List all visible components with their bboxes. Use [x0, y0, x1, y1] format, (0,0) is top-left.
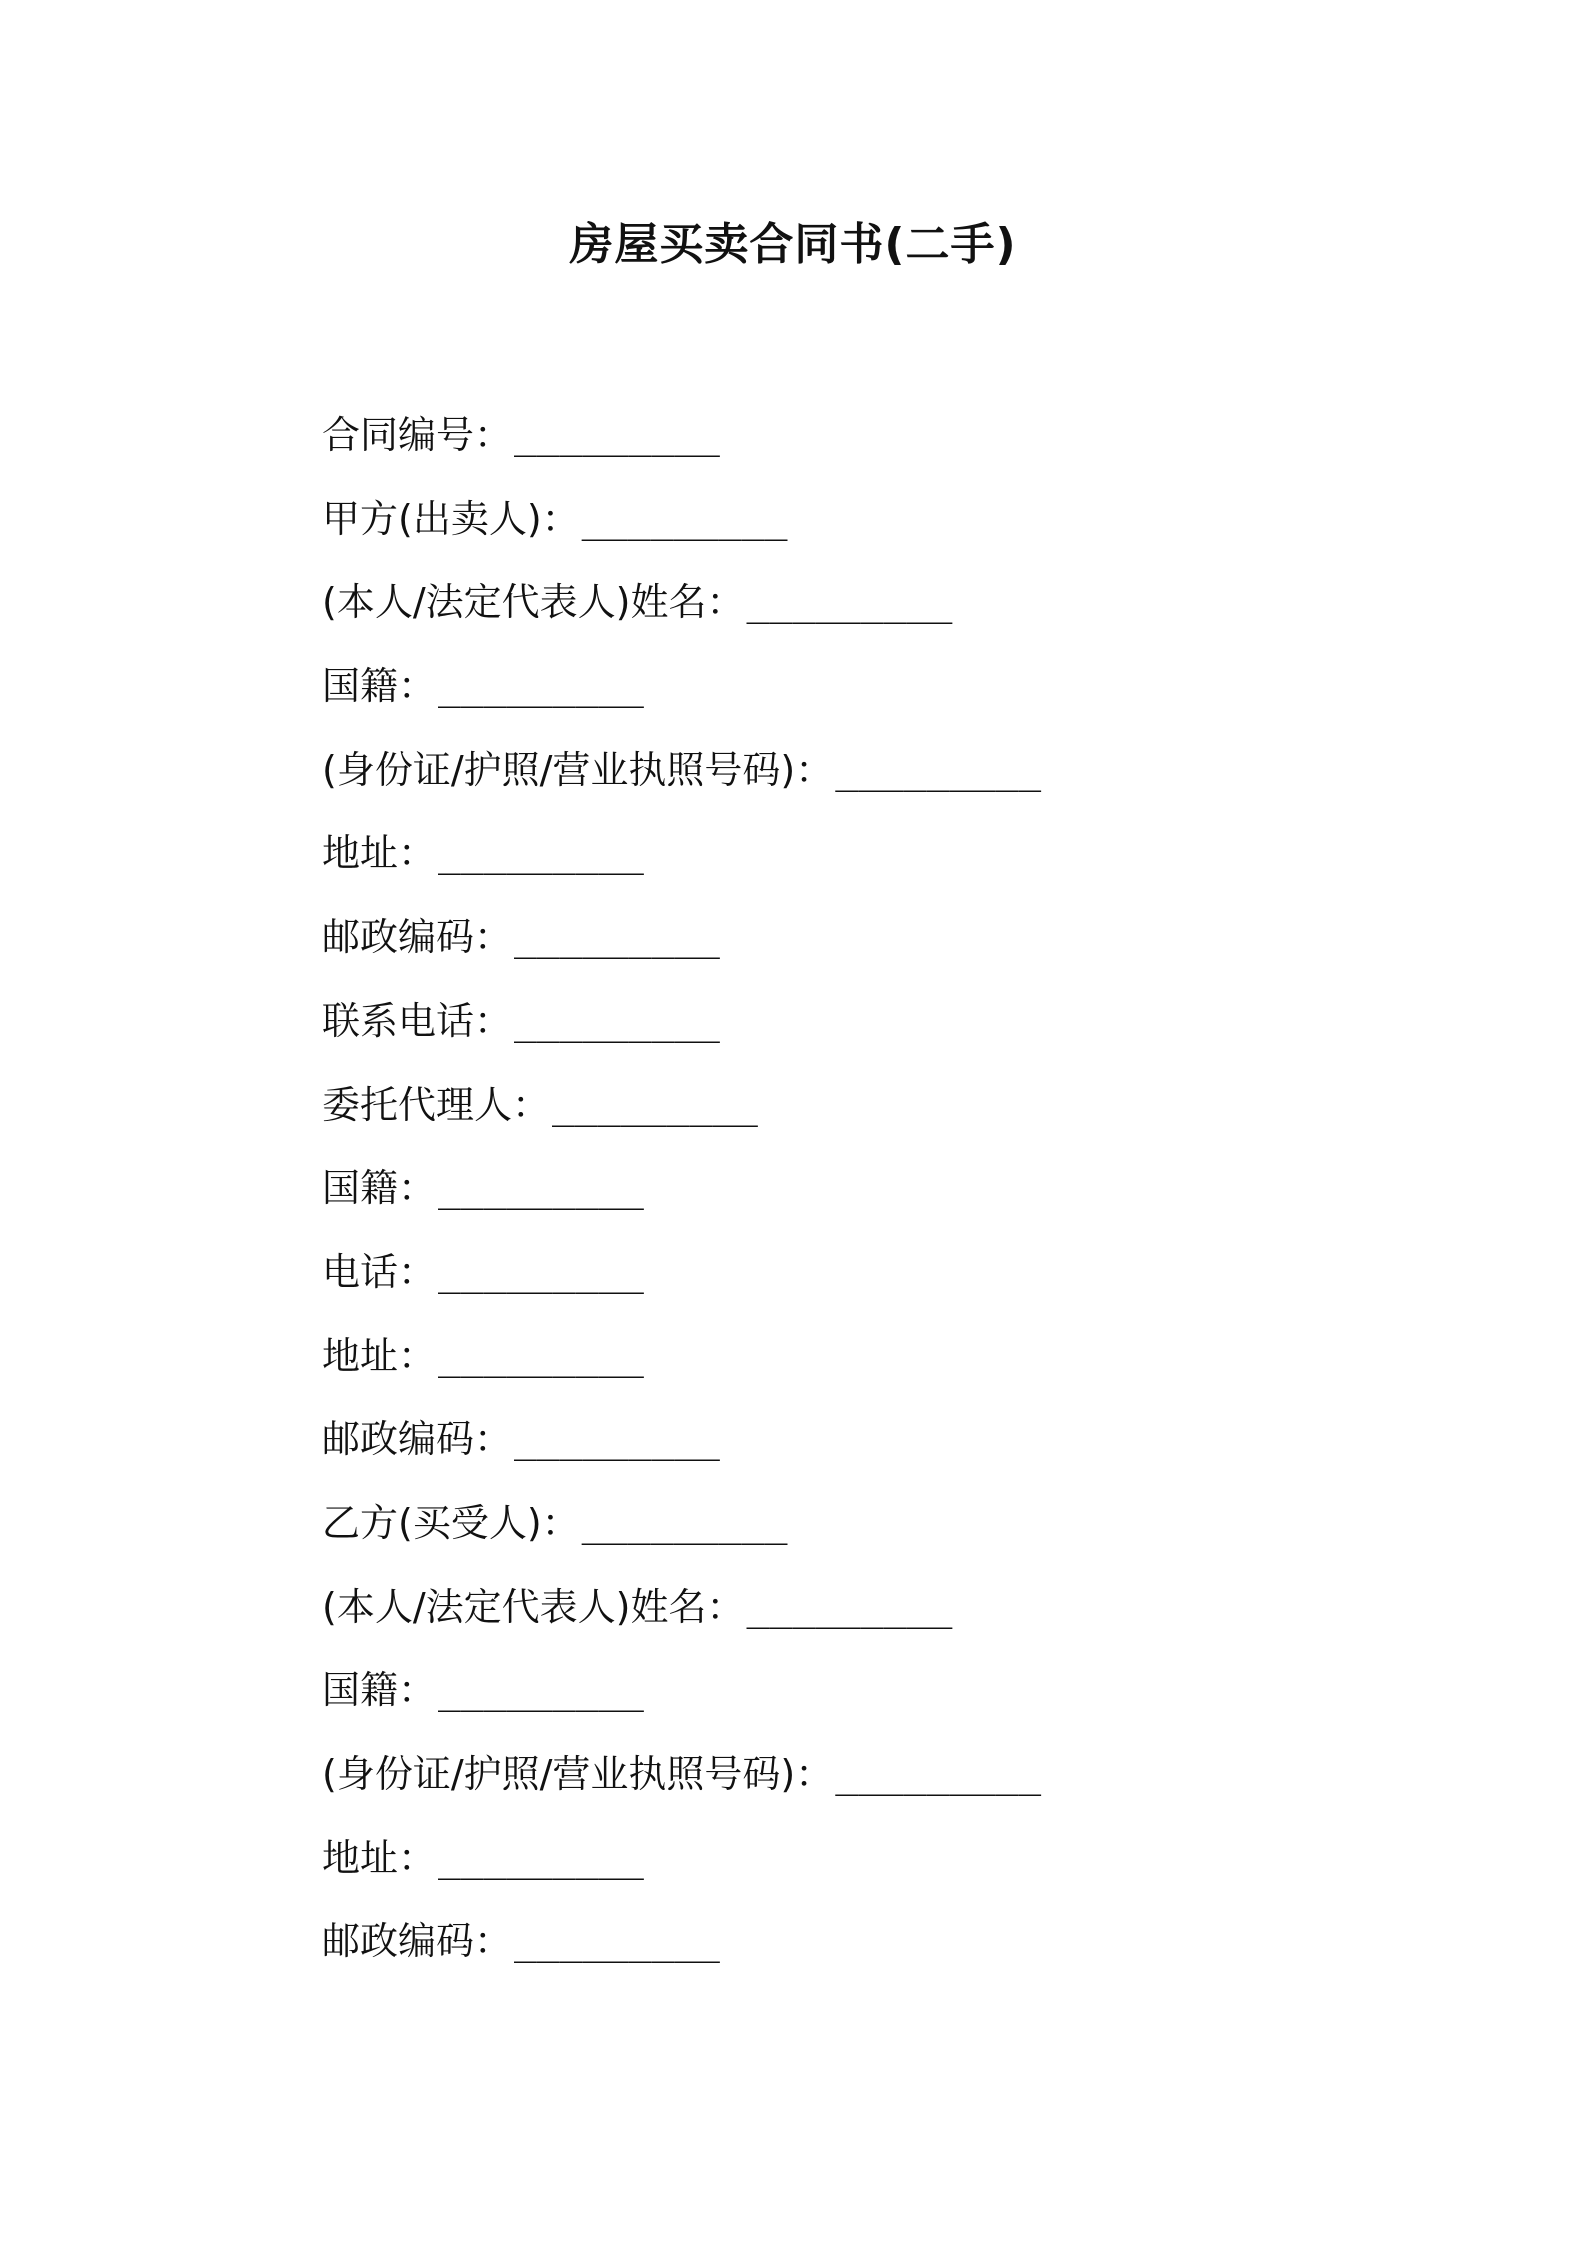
field-row-party-a-name: [322, 567, 1322, 651]
fill-in-blank: _________: [552, 1082, 758, 1127]
field-label: 地址：: [322, 1333, 437, 1378]
field-label: 国籍：: [322, 664, 437, 709]
fill-in-blank: _________: [514, 998, 720, 1043]
field-label: 合同编号：: [322, 413, 513, 457]
fill-in-blank: _________: [514, 1417, 720, 1462]
field-row-party-b-postcode: [322, 1906, 1322, 1990]
fill-in-blank: _________: [438, 664, 644, 709]
fill-in-blank: _________: [438, 1166, 644, 1211]
field-row-party-a-id-number: [322, 735, 1322, 819]
field-label: 地址：: [322, 831, 437, 876]
document-title: 房屋买卖合同书(二手): [569, 219, 1017, 270]
fill-in-blank: _________: [746, 580, 953, 625]
fill-in-blank: _________: [438, 1249, 644, 1294]
field-label: 委托代理人：: [322, 1082, 551, 1127]
field-row-party-a-phone: [322, 986, 1322, 1070]
field-label: 联系电话：: [322, 998, 513, 1043]
field-row-agent-address: [322, 1321, 1322, 1405]
field-row-agent-phone: [322, 1237, 1322, 1321]
field-row-contract-number: [322, 400, 1322, 484]
field-row-party-a-address: [322, 818, 1322, 902]
field-row-party-b-address: [322, 1823, 1322, 1907]
field-row-party-a: [322, 484, 1322, 568]
field-label: (本人/法定代表人)姓名：: [322, 580, 745, 625]
fill-in-blank: _________: [835, 1752, 1042, 1796]
field-row-agent-nationality: [322, 1153, 1322, 1237]
fill-in-blank: _________: [438, 1333, 644, 1378]
field-row-party-b-name: [322, 1572, 1322, 1656]
field-row-party-b-nationality: [322, 1655, 1322, 1739]
fill-in-blank: _________: [581, 1500, 788, 1545]
field-label: (身份证/护照/营业执照号码)：: [322, 1752, 834, 1796]
field-row-party-b: [322, 1488, 1322, 1572]
fill-in-blank: _________: [514, 1919, 720, 1964]
fill-in-blank: _________: [514, 413, 720, 457]
field-label: 甲方(出卖人)：: [322, 496, 580, 541]
field-row-agent: [322, 1070, 1322, 1154]
fill-in-blank: _________: [438, 1668, 644, 1713]
field-row-party-a-nationality: [322, 651, 1322, 735]
contract-fields: [322, 400, 1322, 1990]
field-label: 国籍：: [322, 1668, 437, 1713]
field-label: 乙方(买受人)：: [322, 1500, 580, 1545]
field-label: 邮政编码：: [322, 1919, 513, 1964]
fill-in-blank: _________: [581, 496, 788, 541]
field-label: (本人/法定代表人)姓名：: [322, 1584, 745, 1629]
field-label: 地址：: [322, 1835, 437, 1880]
field-row-party-a-postcode: [322, 902, 1322, 986]
field-label: 邮政编码：: [322, 1417, 513, 1462]
fill-in-blank: _________: [438, 831, 644, 876]
field-label: 国籍：: [322, 1166, 437, 1211]
field-row-party-b-id-number: [322, 1739, 1322, 1823]
field-label: (身份证/护照/营业执照号码)：: [322, 747, 834, 792]
fill-in-blank: _________: [746, 1584, 953, 1629]
field-label: 电话：: [322, 1249, 437, 1294]
field-label: 邮政编码：: [322, 915, 513, 960]
fill-in-blank: _________: [835, 747, 1042, 792]
fill-in-blank: _________: [438, 1835, 644, 1880]
fill-in-blank: _________: [514, 915, 720, 960]
field-row-agent-postcode: [322, 1404, 1322, 1488]
